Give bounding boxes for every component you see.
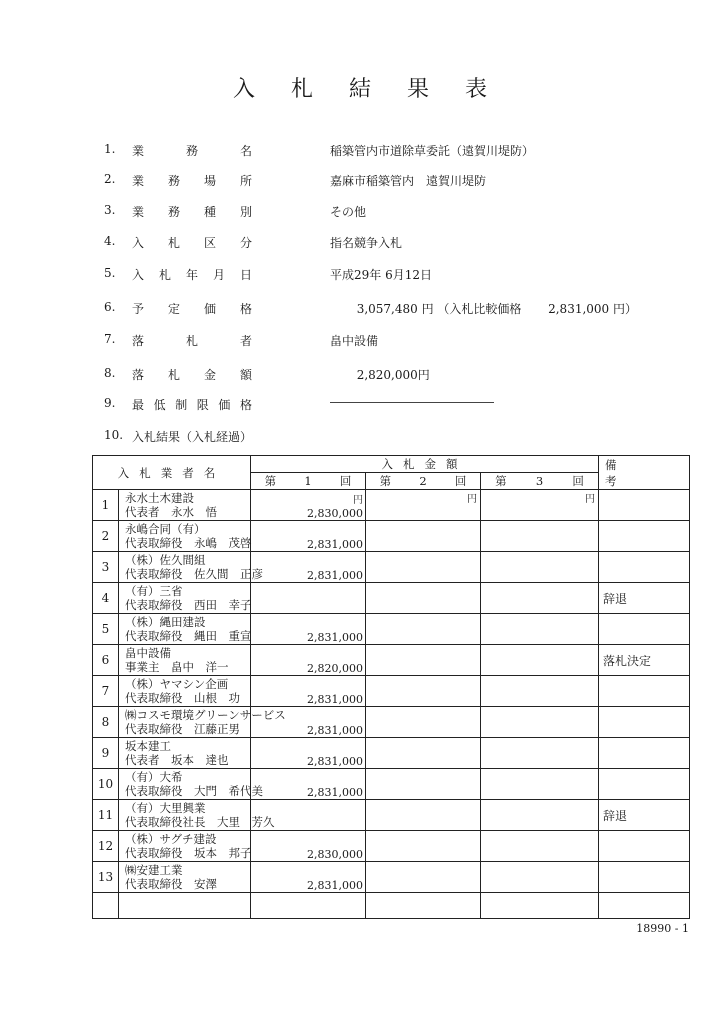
row-number: 9 <box>93 738 119 769</box>
bid-amount-round-3 <box>481 521 599 552</box>
row-number: 12 <box>93 831 119 862</box>
bid-amount-round-1 <box>251 583 366 614</box>
remarks-cell <box>599 521 690 552</box>
field-number: 8. <box>104 366 116 380</box>
field-number: 4. <box>104 234 116 248</box>
empty-cell <box>481 893 599 919</box>
row-number: 13 <box>93 862 119 893</box>
field-number: 6. <box>104 300 116 314</box>
remarks-cell: 辞退 <box>599 800 690 831</box>
field-number: 9. <box>104 396 116 410</box>
field-row <box>0 266 720 286</box>
bidder-cell <box>119 707 286 738</box>
bid-amount-round-2 <box>366 614 481 645</box>
representative-name: 代表者 坂本 達也 <box>125 753 229 767</box>
bid-amount-round-1 <box>251 676 366 707</box>
company-name: （株）佐久間組 <box>125 553 206 567</box>
table-row <box>93 583 690 614</box>
table-row <box>93 676 690 707</box>
table-row <box>93 521 690 552</box>
company-name: （有）大里興業 <box>125 801 206 815</box>
bid-value: 2,831,000 <box>307 786 363 799</box>
remarks-cell <box>599 490 690 521</box>
row-number: 8 <box>93 707 119 738</box>
table-row <box>93 707 690 738</box>
header-round-3: 第 3 回 <box>481 473 599 490</box>
header-bid-amount: 入札金額 <box>251 456 599 473</box>
bid-amount-round-3 <box>481 738 599 769</box>
field-label: 業 務 名 <box>132 144 252 158</box>
row-number: 6 <box>93 645 119 676</box>
field-row <box>0 332 720 352</box>
bidder-cell <box>119 645 251 676</box>
field-number: 2. <box>104 172 116 186</box>
bidder-cell <box>119 738 251 769</box>
company-name: 畠中設備 <box>125 646 171 660</box>
header-round-2: 第 2 回 <box>366 473 481 490</box>
bid-amount-round-2 <box>366 738 481 769</box>
bid-value: 2,830,000 <box>307 507 363 520</box>
bidder-cell <box>119 676 251 707</box>
field-value: 平成29年 6月12日 <box>330 268 432 282</box>
table-row <box>93 831 690 862</box>
field-row <box>0 142 720 162</box>
company-name: 永嶋合同（有） <box>125 522 206 536</box>
table-row <box>93 800 690 831</box>
bid-amount-round-3 <box>481 862 599 893</box>
bid-amount-round-3: 円 <box>481 490 599 521</box>
bidder-cell <box>119 769 263 800</box>
bid-results-table <box>92 455 690 919</box>
field-label: 入 札 区 分 <box>132 236 252 250</box>
field-label: 入 札 年 月 日 <box>132 268 252 282</box>
field-value: 嘉麻市稲築管内 遠賀川堤防 <box>330 174 487 188</box>
field-number: 7. <box>104 332 116 346</box>
bid-amount-round-3 <box>481 614 599 645</box>
remarks-cell <box>599 738 690 769</box>
bid-amount-round-1 <box>251 521 366 552</box>
representative-name: 代表取締役 江藤正男 <box>125 722 240 736</box>
bid-value: 2,831,000 <box>307 693 363 706</box>
representative-name: 代表取締役 縄田 重宣 <box>125 629 252 643</box>
bidder-cell <box>119 552 263 583</box>
bid-value: 2,831,000 <box>307 538 363 551</box>
field-value: 畠中設備 <box>330 334 379 348</box>
field-value: その他 <box>330 205 367 219</box>
bid-amount-round-3 <box>481 645 599 676</box>
field-row <box>0 428 720 448</box>
field-number: 10. <box>104 428 124 442</box>
bid-amount-round-2 <box>366 676 481 707</box>
bid-amount-round-3 <box>481 831 599 862</box>
field-label: 落 札 金 額 <box>132 368 252 382</box>
bid-amount-round-2 <box>366 521 481 552</box>
bid-value: 2,831,000 <box>307 755 363 768</box>
bid-amount-round-1 <box>251 645 366 676</box>
bid-value: 2,820,000 <box>307 662 363 675</box>
table-row <box>93 769 690 800</box>
bid-value: 2,831,000 <box>307 569 363 582</box>
remarks-cell <box>599 769 690 800</box>
bid-amount-round-3 <box>481 707 599 738</box>
remarks-cell: 落札決定 <box>599 645 690 676</box>
bid-amount-round-1 <box>251 831 366 862</box>
representative-name: 代表取締役 永嶋 茂啓 <box>125 536 252 550</box>
bid-amount-round-3 <box>481 676 599 707</box>
table-row <box>93 738 690 769</box>
field-number: 3. <box>104 203 116 217</box>
field-number: 5. <box>104 266 116 280</box>
remarks-cell <box>599 614 690 645</box>
bid-amount-round-2 <box>366 583 481 614</box>
remarks-cell: 辞退 <box>599 583 690 614</box>
bidder-cell <box>119 490 251 521</box>
bid-amount-round-2 <box>366 769 481 800</box>
field-row <box>0 172 720 192</box>
company-name: 坂本建工 <box>125 739 171 753</box>
field-row <box>0 366 720 386</box>
field-label: 落 札 者 <box>132 334 252 348</box>
field-value: 指名競争入札 <box>330 236 403 250</box>
table-row <box>93 552 690 583</box>
bid-value: 2,830,000 <box>307 848 363 861</box>
field-label: 最 低 制 限 価 格 <box>132 398 252 412</box>
yen-unit-label: 円 <box>353 495 363 506</box>
row-number: 7 <box>93 676 119 707</box>
representative-name: 代表取締役 安澤 <box>125 877 217 891</box>
field-label: 業 務 種 別 <box>132 205 252 219</box>
bid-amount-round-1 <box>251 862 366 893</box>
bid-amount-round-3 <box>481 552 599 583</box>
remarks-cell <box>599 831 690 862</box>
minimum-price-dash-line <box>330 402 494 403</box>
row-number: 11 <box>93 800 119 831</box>
bid-amount-round-1 <box>251 614 366 645</box>
bid-amount-round-1 <box>251 552 366 583</box>
bidder-cell <box>119 862 251 893</box>
field-row <box>0 300 720 320</box>
field-value: 2,820,000円 <box>330 368 430 382</box>
row-number: 4 <box>93 583 119 614</box>
bidder-cell <box>119 583 251 614</box>
representative-name: 代表取締役 坂本 邦子 <box>125 846 252 860</box>
header-remarks: 備考 <box>599 456 690 490</box>
remarks-cell <box>599 862 690 893</box>
table-row <box>93 490 690 521</box>
bidder-cell <box>119 614 251 645</box>
field-number: 1. <box>104 142 116 156</box>
header-round-1: 第 1 回 <box>251 473 366 490</box>
empty-cell <box>93 893 119 919</box>
bid-value: 2,831,000 <box>307 724 363 737</box>
row-number: 3 <box>93 552 119 583</box>
bid-amount-round-2 <box>366 552 481 583</box>
empty-cell <box>599 893 690 919</box>
company-name: （株）サグチ建設 <box>125 832 217 846</box>
bid-amount-round-3 <box>481 769 599 800</box>
bid-amount-round-3 <box>481 583 599 614</box>
row-number: 1 <box>93 490 119 521</box>
row-number: 5 <box>93 614 119 645</box>
bid-amount-round-2 <box>366 862 481 893</box>
bid-value: 2,831,000 <box>307 879 363 892</box>
field-row <box>0 396 720 416</box>
company-name: （有）大希 <box>125 770 183 784</box>
bid-amount-round-2: 円 <box>366 490 481 521</box>
row-number: 2 <box>93 521 119 552</box>
company-name: ㈱コスモ環境グリーンサービス <box>125 708 286 722</box>
remarks-cell <box>599 552 690 583</box>
bid-amount-round-1 <box>251 769 366 800</box>
field-row <box>0 234 720 254</box>
company-name: （株）ヤマシン企画 <box>125 677 229 691</box>
field-label: 予 定 価 格 <box>132 302 252 316</box>
representative-name: 代表取締役 西田 幸子 <box>125 598 252 612</box>
bid-amount-round-1 <box>251 490 366 521</box>
field-row <box>0 203 720 223</box>
representative-name: 代表取締役社長 大里 芳久 <box>125 815 275 829</box>
bidder-cell <box>119 521 251 552</box>
table-row <box>93 645 690 676</box>
representative-name: 代表取締役 佐久間 正彦 <box>125 567 263 581</box>
representative-name: 代表取締役 山根 功 <box>125 691 240 705</box>
bidder-cell <box>119 831 251 862</box>
company-name: 永水土木建設 <box>125 491 194 505</box>
company-name: （株）縄田建設 <box>125 615 206 629</box>
representative-name: 代表者 永水 悟 <box>125 505 217 519</box>
field-label: 業 務 場 所 <box>132 174 252 188</box>
company-name: ㈱安建工業 <box>125 863 183 877</box>
row-number: 10 <box>93 769 119 800</box>
representative-name: 代表取締役 大門 希代美 <box>125 784 263 798</box>
page-number: 18990 - 1 <box>636 922 689 935</box>
header-bidder-name: 入札業者名 <box>93 456 251 490</box>
empty-cell <box>251 893 366 919</box>
bid-value: 2,831,000 <box>307 631 363 644</box>
remarks-cell <box>599 707 690 738</box>
field-label: 入札結果（入札経過） <box>132 430 253 444</box>
table-row <box>93 614 690 645</box>
bid-amount-round-2 <box>366 645 481 676</box>
empty-cell <box>366 893 481 919</box>
bid-amount-round-3 <box>481 800 599 831</box>
bid-amount-round-1 <box>251 738 366 769</box>
company-name: （有）三省 <box>125 584 183 598</box>
bid-amount-round-2 <box>366 707 481 738</box>
remarks-cell <box>599 676 690 707</box>
field-value: 3,057,480 円 （入札比較価格 2,831,000 円） <box>330 302 637 316</box>
bid-amount-round-2 <box>366 831 481 862</box>
table-row <box>93 862 690 893</box>
bidder-cell <box>119 800 275 831</box>
document-title: 入札結果表 <box>232 77 523 102</box>
bid-amount-round-2 <box>366 800 481 831</box>
field-value: 稲築管内市道除草委託（遠賀川堤防） <box>330 144 535 158</box>
representative-name: 事業主 畠中 洋一 <box>125 660 229 674</box>
empty-cell <box>119 893 251 919</box>
table-row-empty <box>93 893 690 919</box>
